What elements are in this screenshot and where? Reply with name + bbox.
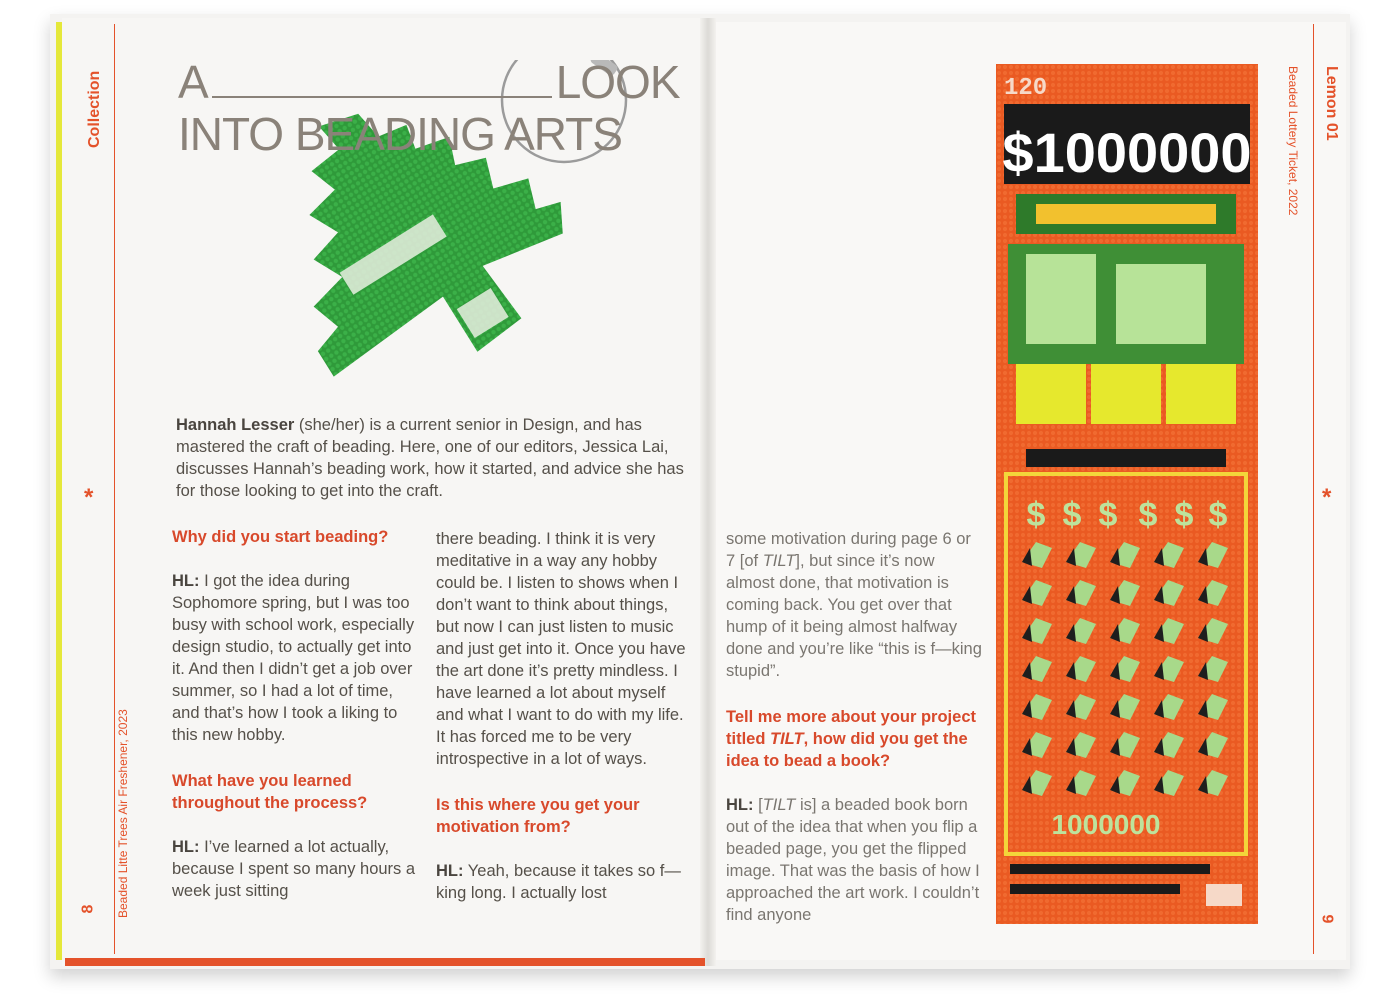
question-4-b: , how did you get the idea to bead a book?: [726, 730, 968, 770]
answer-4: [726, 794, 982, 926]
column-3-text-a: some motivation during page 6 or 7 [of: [726, 530, 971, 570]
ticket-dollar-2: $: [1062, 496, 1082, 534]
column-1: [172, 526, 424, 902]
answer-4-label: HL:: [726, 796, 754, 814]
ticket-bottom-number: 1000000: [1051, 809, 1161, 840]
answer-3-text: Yeah, because it takes so f—king long. I actually lost: [436, 862, 681, 902]
ticket-jackpot: $1000000: [1002, 121, 1252, 184]
ticket-dollar-3: $: [1098, 496, 1118, 534]
intro-name: Hannah Lesser: [176, 416, 295, 434]
section-label-right: Lemon 01: [1323, 66, 1340, 141]
column-3-text-b: ], but since it’s now almost done, that motivation is coming back. You get over that hump of it being almost halfway done and you’re like “this is f—king stupid”.: [726, 552, 982, 680]
question-2: What have you learned throughout the process?: [172, 772, 368, 812]
column-3-text: [726, 528, 982, 682]
column-2-text: there beading. I think it is very meditative in a way any hobby could be. I listen to shows when I don’t want to think about things, but now I can just listen to music and just get into it. Once you have the art done it’s pretty mindless. I have learned a lot about myself and what I want to do with my life. It has forced me to be very introspective in a lot of ways.: [436, 530, 686, 768]
caption-right: Beaded Lottery Ticket, 2022: [1286, 66, 1300, 216]
answer-3-label: HL:: [436, 862, 464, 880]
ticket-dollar-6: $: [1208, 496, 1228, 534]
title-line-2: INTO BEADING ARTS: [178, 108, 622, 160]
title-blank-line: [212, 64, 552, 98]
answer-4-text: is] a beaded book born out of the idea that when you flip a beaded page, you get the flipped image. That was the basis of how I approached the art work. I couldn’t find anyone: [726, 796, 980, 924]
page-number-left: 8: [79, 904, 97, 914]
left-margin-rule: [114, 24, 115, 954]
right-margin-rule: [1313, 24, 1314, 954]
column-2: [436, 528, 692, 904]
question-1: Why did you start beading?: [172, 528, 389, 546]
question-4: [726, 706, 982, 772]
page-number-right: 9: [1318, 914, 1336, 924]
answer-4-pre: [: [753, 796, 763, 814]
question-3: Is this where you get your motivation from?: [436, 796, 640, 836]
section-label-left: Collection: [86, 70, 103, 148]
ticket-dollar-5: $: [1174, 496, 1194, 534]
ticket-top-number: 120: [1004, 75, 1048, 102]
column-3: [726, 528, 982, 926]
answer-4-em: TILT: [762, 796, 796, 814]
answer-3: [436, 860, 692, 904]
answer-1-text: I got the idea during Sophomore spring, but I was too busy with school work, especially design studio, to actually get into it. And then I didn’t get a job over summer, so I had a lot of time, and that’s how I took a liking to this new hobby.: [172, 572, 415, 744]
ticket-dollar-1: $: [1026, 496, 1046, 534]
column-3-text-em: TILT: [762, 552, 796, 570]
answer-1: [172, 570, 424, 746]
bottom-edge-orange: [65, 958, 705, 966]
intro-paragraph: [176, 414, 696, 502]
beaded-lottery-ticket-image: [996, 64, 1258, 924]
answer-2: [172, 836, 424, 902]
ticket-dollar-4: $: [1138, 496, 1158, 534]
answer-2-label: HL:: [172, 838, 200, 856]
answer-1-label: HL:: [172, 572, 200, 590]
answer-2-text: I’ve learned a lot actually, because I spent so many hours a week just sitting: [172, 838, 416, 900]
intro-text: (she/her) is a current senior in Design, and has mastered the craft of beading. Here, one of our editors, Jessica Lai, discusses Hannah’s beading work, how it started, and advice she has for those looking to get into the craft.: [176, 416, 684, 500]
article-title: [178, 56, 718, 160]
caption-left: Beaded Litte Trees Air Freshener, 2023: [116, 709, 130, 918]
asterisk-left: *: [84, 484, 94, 511]
question-4-a: Tell me more about your project titled: [726, 708, 976, 748]
asterisk-right: *: [1322, 484, 1332, 511]
title-prefix: A: [178, 56, 208, 108]
title-suffix: LOOK: [555, 56, 680, 108]
question-4-em: TILT: [770, 730, 804, 748]
